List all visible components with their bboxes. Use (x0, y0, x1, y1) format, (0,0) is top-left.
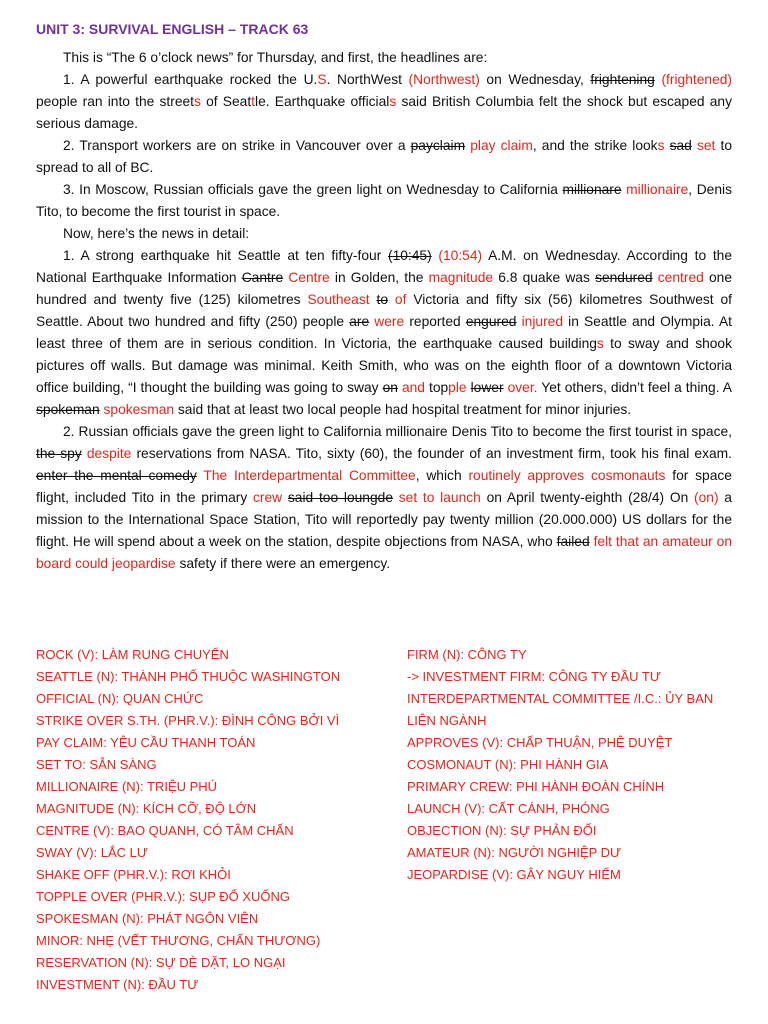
text-run: reservations from NASA. Tito, sixty (60), the founder of an investment firm, took his final exam. (131, 446, 733, 461)
vocabulary-list (36, 644, 732, 996)
vocabulary-item: CENTRE (V): BAO QUANH, CÓ TÂM CHẤN (36, 823, 294, 838)
text-run: 6.8 quake was (493, 270, 596, 285)
correction-text: Centre (288, 270, 330, 285)
struck-text: on (382, 380, 398, 395)
paragraph (36, 135, 732, 179)
struck-text: lower (470, 380, 504, 395)
struck-text: failed (556, 534, 590, 549)
text-run: 3. In Moscow, Russian officials gave the green light on Wednesday to California (63, 182, 563, 197)
struck-text: the spy (36, 446, 82, 461)
struck-text: (10:45) (387, 248, 432, 263)
vocabulary-item: MINOR: NHẸ (VẾT THƯƠNG, CHẤN THƯƠNG) (36, 933, 321, 948)
text-run: 1. A strong earthquake hit Seattle at ten fifty-four (63, 248, 388, 263)
correction-text: S (317, 72, 327, 87)
page-title: UNIT 3: SURVIVAL ENGLISH – TRACK 63 (36, 21, 309, 37)
correction-text: s (596, 336, 604, 351)
text-run: , Denis Tito, to become the first tourist in space. (36, 182, 732, 219)
correction-text: play claim (470, 138, 533, 153)
correction-text: (frightened) (661, 72, 733, 87)
text-run: reported (404, 314, 466, 329)
correction-text: Southeast (307, 292, 370, 307)
vocabulary-item: STRIKE OVER S.TH. (PHR.V.): ĐÌNH CÔNG BỞI VÌ (36, 713, 340, 728)
vocabulary-item: TOPPLE OVER (PHR.V.): SỤP ĐỔ XUỐNG (36, 889, 291, 904)
vocabulary-item: LAUNCH (V): CẤT CÁNH, PHÓNG (407, 801, 610, 816)
text-run: in Seattle and Olympia. At least three of them are in serious condition. In Victoria, the earthquake caused building (36, 314, 732, 351)
correction-text: spokesman (103, 402, 175, 417)
vocabulary-item: JEOPARDISE (V): GÂY NGUY HIỂM (407, 867, 621, 882)
struck-text: to (376, 292, 388, 307)
text-run: people ran into the street (36, 94, 195, 109)
text-run: said that at least two local people had hospital treatment for minor injuries. (174, 402, 632, 417)
paragraph (36, 421, 732, 575)
text-run: a mission to the International Space Station, Tito will reportedly pay twenty million (20.000.000) US dollars for the flight. He will spend about a week on the station, despite objections from NASA, who (36, 490, 732, 549)
vocabulary-item: OBJECTION (N): SỰ PHẢN ĐỐI (407, 823, 597, 838)
correction-text: t (251, 94, 256, 109)
text-run: Victoria and fifty six (56) kilometres Southwest of Seattle. About two hundred and fifty (250) people (36, 292, 732, 329)
correction-text: s (194, 94, 201, 109)
paragraph (36, 69, 732, 135)
vocabulary-item: SEATTLE (N): THÀNH PHỐ THUỘC WASHINGTON (36, 669, 341, 684)
correction-text: crew (253, 490, 283, 505)
text-run: 2. Transport workers are on strike in Vancouver over a (63, 138, 411, 153)
text-run: Yet others, didn’t feel a thing. A (537, 380, 733, 395)
correction-text: s (389, 94, 397, 109)
text-run: . NorthWest (326, 72, 409, 87)
paragraph (36, 179, 732, 223)
text-run: This is “The 6 o’clock news” for Thursday, and first, the headlines are: (63, 50, 488, 65)
vocabulary-item: PRIMARY CREW: PHI HÀNH ĐOÀN CHÍNH (407, 779, 665, 794)
struck-text: said too loungde (287, 490, 393, 505)
vocabulary-item: OFFICIAL (N): QUAN CHỨC (36, 691, 204, 706)
text-run: le. Earthquake official (255, 94, 390, 109)
correction-text: of (394, 292, 407, 307)
correction-text: magnitude (428, 270, 494, 285)
text-run: of Seat (200, 94, 252, 109)
text-run: said British Columbia felt the shock but escaped any serious damage. (36, 94, 733, 131)
text-run (388, 292, 395, 307)
struck-text: spokeman (36, 402, 100, 417)
struck-text: millionare (562, 182, 622, 197)
correction-text: felt that an amateur on board could jeopardise (36, 534, 733, 571)
struck-text: engured (465, 314, 517, 329)
vocabulary-item: MAGNITUDE (N): KÍCH CỠ, ĐỘ LỚN (36, 801, 257, 816)
correction-text: set to launch (398, 490, 481, 505)
vocabulary-item: SHAKE OFF (PHR.V.): RƠI KHỎI (36, 867, 231, 882)
text-run: on April twenty-eighth (28/4) On (480, 490, 695, 505)
vocabulary-item: RESERVATION (N): SỰ DÈ DẶT, LO NGẠI (36, 955, 286, 970)
correction-text: (10:54) (438, 248, 483, 263)
correction-text: and (401, 380, 425, 395)
text-run: to sway and shook pictures off walls. But damage was minimal. Keith Smith, who was on the eighth floor of a downtown Victoria office building, “I thought the building was going to sway (36, 336, 733, 395)
text-run: on Wednesday, (479, 72, 591, 87)
vocabulary-item: INTERDEPARTMENTAL COMMITTEE /I.C.: ỦY BAN LIÊN NGÀNH (407, 691, 714, 728)
struck-text: enter the mental comedy (36, 468, 197, 483)
correction-text: set (696, 138, 716, 153)
correction-text: s (657, 138, 665, 153)
correction-text: (Northwest) (408, 72, 480, 87)
text-run: , and the strike look (532, 138, 658, 153)
vocabulary-item: -> INVESTMENT FIRM: CÔNG TY ĐẦU TƯ (407, 669, 661, 684)
text-run: Now, here’s the news in detail: (63, 226, 250, 241)
paragraph (36, 245, 732, 421)
text-run: , which (415, 468, 469, 483)
text-run: top (424, 380, 449, 395)
correction-text: routinely approves cosmonauts (468, 468, 666, 483)
correction-text: injured (521, 314, 564, 329)
vocabulary-column-right (407, 644, 732, 996)
vocabulary-item: SET TO: SẴN SÀNG (36, 757, 157, 772)
struck-text: frightening (590, 72, 655, 87)
vocabulary-item: APPROVES (V): CHẤP THUẬN, PHÊ DUYỆT (407, 735, 673, 750)
paragraph (36, 47, 732, 69)
vocabulary-item: SPOKESMAN (N): PHÁT NGÔN VIÊN (36, 911, 259, 926)
text-run: 1. A powerful earthquake rocked the U. (63, 72, 318, 87)
correction-text: ple (448, 380, 467, 395)
struck-text: payclaim (410, 138, 466, 153)
correction-text: over. (507, 380, 538, 395)
vocabulary-item: SWAY (V): LẮC LƯ (36, 845, 148, 860)
struck-text: Cantre (241, 270, 284, 285)
text-run: one hundred and twenty five (125) kilometres (36, 270, 732, 307)
transcript (36, 47, 732, 575)
correction-text: millionaire (626, 182, 689, 197)
correction-text: centred (657, 270, 704, 285)
correction-text: The Interdepartmental Committee (203, 468, 416, 483)
vocabulary-item: MILLIONAIRE (N): TRIỆU PHÚ (36, 779, 218, 794)
correction-text: (on) (694, 490, 719, 505)
struck-text: are (349, 314, 370, 329)
struck-text: sendured (595, 270, 653, 285)
vocabulary-item: AMATEUR (N): NGƯỜI NGHIỆP DƯ (407, 845, 622, 860)
text-run: safety if there were an emergency. (175, 556, 391, 571)
paragraph (36, 223, 732, 245)
text-run: A.M. on Wednesday. According to the National Earthquake Information (36, 248, 732, 285)
text-run: to spread to all of BC. (36, 138, 733, 175)
correction-text: were (374, 314, 405, 329)
correction-text: despite (86, 446, 132, 461)
vocabulary-column-left (36, 644, 407, 996)
vocabulary-item: PAY CLAIM: YÊU CẦU THANH TOÁN (36, 735, 256, 750)
vocabulary-item: ROCK (V): LÀM RUNG CHUYỂN (36, 647, 229, 662)
struck-text: sad (669, 138, 692, 153)
vocabulary-item: COSMONAUT (N): PHI HÀNH GIA (407, 757, 609, 772)
text-run: in Golden, the (329, 270, 429, 285)
vocabulary-item: FIRM (N): CÔNG TY (407, 647, 527, 662)
vocabulary-item: INVESTMENT (N): ĐẦU TƯ (36, 977, 199, 992)
text-run: 2. Russian officials gave the green light to California millionaire Denis Tito to become the first tourist in space, (63, 424, 732, 439)
text-run: for space flight, included Tito in the primary (36, 468, 732, 505)
